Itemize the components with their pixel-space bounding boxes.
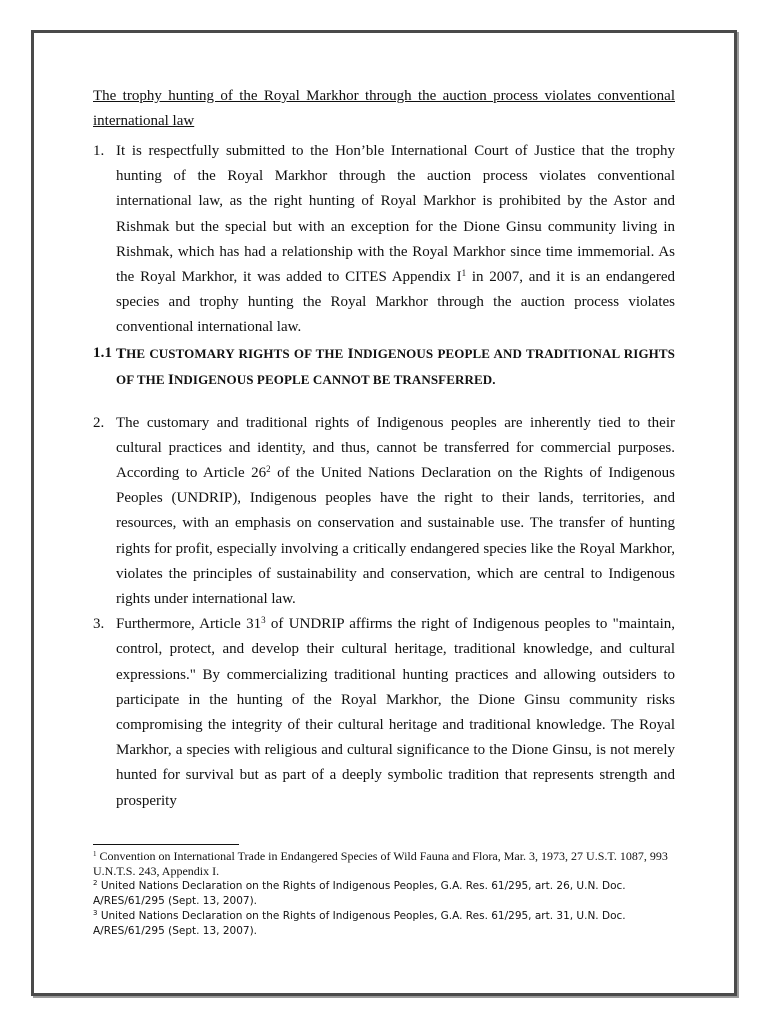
small-caps-initial: T — [116, 345, 127, 362]
paragraph-text: It is respectfully submitted to the Hon’ble International Court of Justice that the trophy hunting of the Royal Markhor through the auction process violates conventional international law, as the right hunting of Royal Markhor is prohibited by the Astor and Rishmak but the special but with an exception for the Dione Ginsu community living in Rishmak, which has had a relationship with the Royal Markhor since time immemorial. As the Royal Markhor, it was added to CITES Appendix I — [116, 143, 675, 286]
small-caps-initial: I — [347, 345, 354, 362]
small-caps-text: HE CUSTOMARY RIGHTS OF THE — [126, 345, 348, 361]
paragraph-text: The customary and traditional rights of Indigenous peoples are inherently tied to their cultural practices and identity, and thus, cannot be transferred for commercial purposes. According to Article 26 — [116, 414, 675, 482]
document-body — [93, 84, 675, 814]
footnote-marker: 3 — [93, 909, 98, 917]
paragraph-number: 1. — [93, 143, 105, 159]
small-caps-text: NDIGENOUS PEOPLE AND TRADITIONAL RIGHTS OF THE — [116, 345, 675, 387]
paragraph-number: 2. — [93, 414, 105, 431]
footnote-3 — [93, 909, 693, 939]
footnote-1 — [93, 849, 693, 879]
paragraph-text: of the United Nations Declaration on the Rights of Indigenous Peoples (UNDRIP), Indigenous peoples have the right to their lands, territories, and resources, with an emphasis on conservation and sustainable use. The transfer of hunting rights for profit, especially involving a critically endangered species like the Royal Markhor, violates the principles of sustainability and conservation, which are central to Indigenous rights under international law. — [116, 465, 676, 608]
footnote-ref[interactable]: 1 — [461, 268, 467, 279]
footnote-2 — [93, 879, 693, 909]
footnote-separator — [93, 844, 239, 845]
footnote-text: United Nations Declaration on the Rights of Indigenous Peoples, G.A. Res. 61/295, art. 26, U.N. Doc. A/RES/61/295 (Sept. 13, 2007). — [93, 880, 626, 907]
paragraph-3 — [93, 612, 675, 814]
small-caps-initial: I — [168, 371, 174, 388]
footnote-marker: 1 — [93, 850, 97, 858]
footnotes-section — [93, 844, 693, 939]
paragraph-number: 3. — [93, 616, 105, 633]
footnote-ref[interactable]: 2 — [266, 464, 271, 475]
footnote-text: United Nations Declaration on the Rights of Indigenous Peoples, G.A. Res. 61/295, art. 31, U.N. Doc. A/RES/61/295 (Sept. 13, 2007). — [93, 910, 626, 937]
footnote-ref[interactable]: 3 — [261, 615, 266, 626]
paragraph-text: in 2007, and it is an endangered species and trophy hunting the Royal Markhor through the auction process violates conventional international law. — [116, 269, 675, 336]
footnote-marker: 2 — [93, 879, 98, 887]
paragraph-text: Furthermore, Article 31 — [116, 616, 262, 633]
section-heading: The trophy hunting of the Royal Markhor through the auction process violates conventional international law — [93, 88, 675, 129]
small-caps-text: NDIGENOUS PEOPLE CANNOT BE TRANSFERRED. — [173, 371, 496, 387]
paragraph-text: of UNDRIP affirms the right of Indigenous peoples to "maintain, control, protect, and develop their cultural heritage, traditional knowledge, and cultural expressions." By commercializing traditional hunting practices and allowing outsiders to participate in the hunting of the Royal Markhor, the Dione Ginsu community risks compromising the integrity of their cultural heritage and traditional knowledge. The Royal Markhor, a species with religious and cultural significance to the Dione Ginsu, is not merely hunted for survival but as part of a deeply symbolic tradition that represents strength and prosperity — [116, 616, 675, 809]
paragraph-2 — [93, 411, 675, 613]
sub-heading — [93, 341, 675, 393]
sub-heading-number: 1.1 — [93, 344, 113, 361]
footnote-text: Convention on International Trade in Endangered Species of Wild Fauna and Flora, Mar. 3, 1973, 27 U.S.T. 1087, 993 U.N.T.S. 243, Appendix I. — [93, 849, 668, 878]
paragraph-1 — [93, 139, 675, 341]
